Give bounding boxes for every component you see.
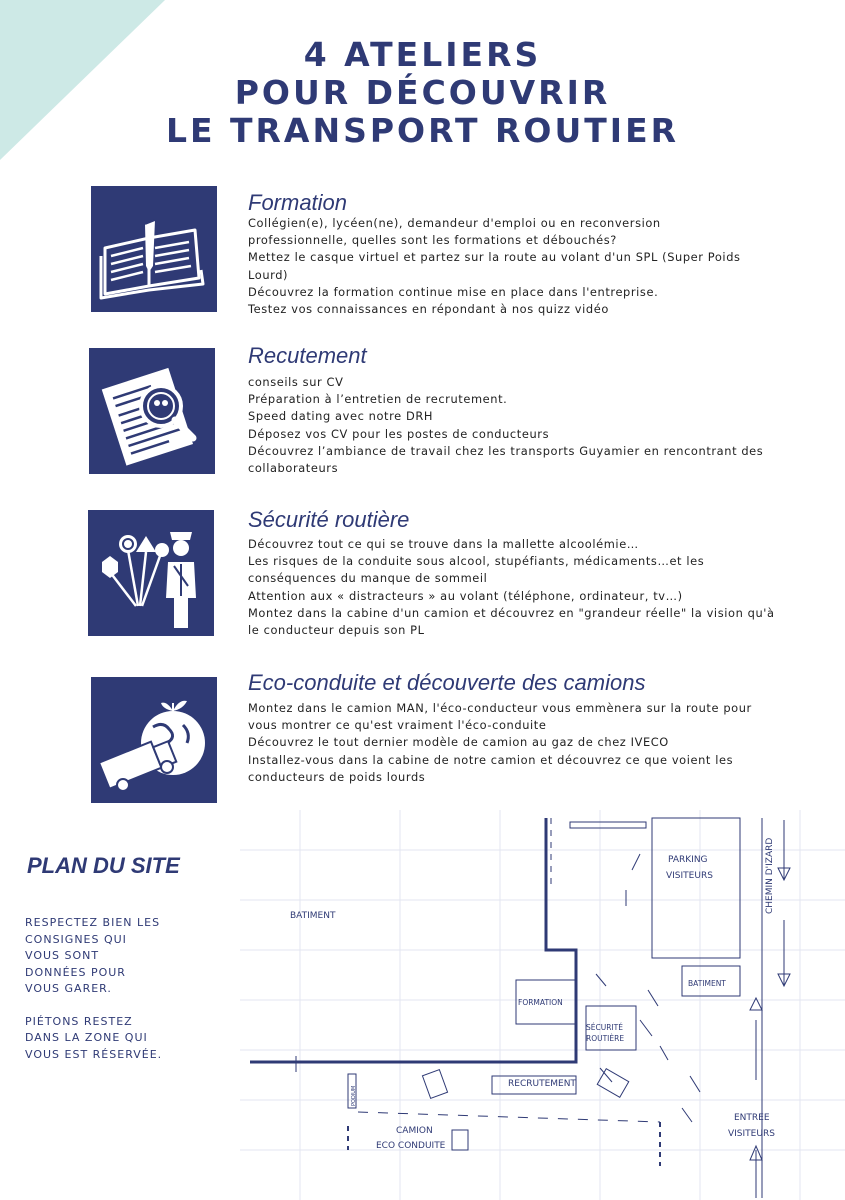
description-line: vous montrer ce qu'est vraiment l'éco-conduite [248, 718, 547, 733]
map-label-recrutement: RECRUTEMENT [508, 1079, 576, 1089]
resume-magnifier-icon [89, 348, 215, 474]
book-pen-icon [91, 186, 217, 312]
description-line: Testez vos connaissances en répondant à nos quizz vidéo [248, 302, 609, 317]
site-map [240, 810, 845, 1200]
workshop-title: Eco-conduite et découverte des camions [248, 670, 646, 695]
description-line: conducteurs de poids lourds [248, 769, 426, 784]
description-line: Montez dans la cabine d'un camion et découvrez en "grandeur réelle" la vision qu'à [248, 605, 775, 620]
description-line: Découvrez le tout dernier modèle de camion au gaz de chez IVECO [248, 735, 669, 750]
instruction-line: PIÉTONS RESTEZ [25, 1014, 133, 1028]
plan-title: PLAN DU SITE [27, 853, 180, 878]
description-line: Attention aux « distracteurs » au volant (téléphone, ordinateur, tv…) [248, 588, 683, 603]
road-signs-officer-icon [88, 510, 214, 636]
description-line: Collégien(e), lycéen(ne), demandeur d'emploi ou en reconversion [248, 216, 661, 230]
workshop-title: Sécurité routière [248, 507, 410, 532]
description-line: Découvrez la formation continue mise en place dans l'entreprise. [248, 284, 659, 299]
workshop-description [248, 215, 808, 318]
workshop-description [248, 536, 808, 639]
description-line: professionnelle, quelles sont les formations et débouchés? [248, 233, 617, 248]
map-label-batiment-small: BATIMENT [688, 979, 726, 988]
plan-instructions [25, 915, 225, 1063]
map-label-entree-visiteurs: VISITEURS [728, 1129, 775, 1139]
map-label-batiment: BATIMENT [290, 911, 336, 921]
description-line: Découvrez tout ce qui se trouve dans la mallette alcoolémie… [248, 537, 639, 551]
instruction-line: VOUS EST RÉSERVÉE. [25, 1047, 163, 1061]
description-line: collaborateurs [248, 461, 339, 476]
description-line: conséquences du manque de sommeil [248, 571, 488, 586]
map-label-eco-conduite: ECO CONDUITE [376, 1141, 446, 1151]
instruction-line: RESPECTEZ BIEN LES [25, 916, 161, 929]
instruction-line: VOUS SONT [25, 949, 100, 962]
description-line: Montez dans le camion MAN, l'éco-conducteur vous emmènera sur la route pour [248, 701, 752, 715]
map-label-road: CHEMIN D'IZARD [765, 837, 775, 914]
description-line: Speed dating avec notre DRH [248, 409, 434, 424]
instruction-line: VOUS GARER. [25, 982, 112, 995]
title-line-2: POUR DÉCOUVRIR [234, 73, 611, 112]
description-line: le conducteur depuis son PL [248, 623, 425, 638]
map-label-camion: CAMION [396, 1126, 433, 1136]
description-line: Installez-vous dans la cabine de notre camion et découvrez ce que voient les [248, 752, 734, 767]
description-line: Lourd) [248, 267, 289, 282]
title-line-3: LE TRANSPORT ROUTIER [165, 111, 680, 150]
map-label-visiteurs: VISITEURS [666, 871, 713, 881]
map-label-entree: ENTREE [734, 1113, 770, 1123]
map-label-securite: SÉCURITÉ [586, 1023, 623, 1032]
description-line: conseils sur CV [248, 375, 344, 389]
instruction-line: DONNÉES POUR [25, 965, 126, 979]
description-line: Découvrez l’ambiance de travail chez les transports Guyamier en rencontrant des [248, 443, 764, 458]
workshop-title: Formation [248, 190, 348, 215]
page-title [0, 36, 845, 150]
title-line-1: 4 ATELIERS [303, 35, 542, 74]
instruction-line: CONSIGNES QUI [25, 932, 127, 946]
map-label-routiere: ROUTIÈRE [586, 1034, 625, 1043]
workshop-description [248, 700, 808, 786]
workshop-description [248, 374, 808, 477]
description-line: Mettez le casque virtuel et partez sur la route au volant d'un SPL (Super Poids [248, 250, 741, 265]
workshop-title: Recutement [248, 343, 367, 368]
description-line: Déposez vos CV pour les postes de conducteurs [248, 426, 550, 441]
map-label-podium: PODIUM [351, 1085, 357, 1106]
map-label-formation: FORMATION [518, 998, 563, 1007]
description-line: Préparation à l’entretien de recrutement. [248, 392, 508, 407]
instruction-line: DANS LA ZONE QUI [25, 1031, 148, 1044]
map-label-parking: PARKING [668, 855, 708, 865]
truck-globe-icon [91, 677, 217, 803]
description-line: Les risques de la conduite sous alcool, stupéfiants, médicaments…et les [248, 554, 705, 569]
